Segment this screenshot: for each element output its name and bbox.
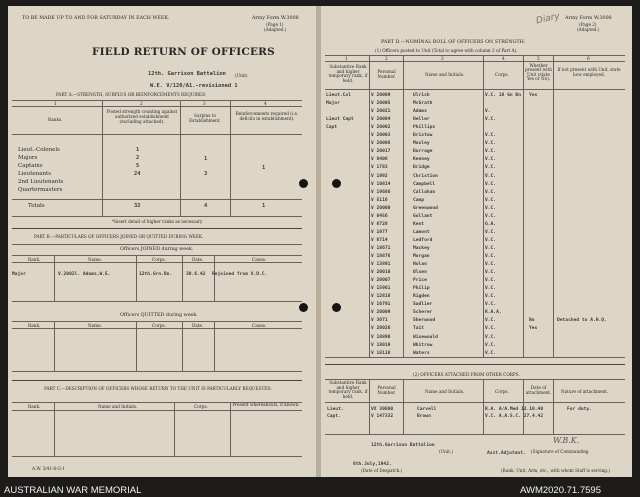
roster-name: Whitrow [413,342,433,348]
roster-corps: V.C. [485,237,497,243]
roster-num: V 20003 [371,133,391,139]
roster-corps: V.C. [485,245,497,251]
roster-num: V 3071 [371,318,388,324]
roster-corps: V.C. [485,197,497,203]
roster-num: V 8406 [371,157,388,163]
col-number-3: 3 [203,101,206,106]
roster-num: V 20002 [371,125,391,131]
roster-corps: V.C. [485,302,497,308]
roster-corps: V.C. [485,326,497,332]
roster-num: V 20010 [371,270,391,276]
header-surplus: Surplus to Establishment. [189,113,221,123]
roster-corps: V.C. [485,165,497,171]
roster-num: V 16791 [371,302,391,308]
attached-heading: (2) OFFICERS ATTACHED FROM OTHER CORPS. [413,372,520,377]
roster-num: V 6728 [371,221,388,227]
joined-corps: 12th.Grn.Bn. [139,272,173,277]
joined-col-corps: Corps. [152,257,166,262]
footer-accession: AWM2020.71.7595 [520,485,601,496]
footer-institution: AUSTRALIAN WAR MEMORIAL [4,485,142,496]
attached-col-rank: Substantive Rank and higher temporary rank, if held. [328,380,368,399]
rank-label: Lieutenants [18,171,52,177]
posted-value: 5 [136,163,140,169]
roster-num: V 1977 [371,229,388,235]
roster-num: V 13891 [371,262,391,268]
roster-num: V 18890 [371,334,391,340]
attached-col-date: Date of attachment. [525,385,552,395]
roster-num: V 20026 [371,326,391,332]
roster-num: V 18671 [371,245,391,251]
attached-col-name: Name and Initials. [425,389,465,394]
date-label: (Date of Despatch.) [361,468,403,473]
attached-name: Carvell [417,407,437,412]
adjutant-typed: Asst.Adjutant. [487,451,526,456]
header-reinforcements: Reinforcements required (i.e. deficits in establishment). [235,111,299,121]
surplus-value: 3 [204,171,208,177]
signature: W.B.K. [553,436,580,445]
roster-num: V 5116 [371,197,388,203]
roster-corps: V.C. [485,213,497,219]
punch-hole [332,303,341,312]
roster-num: V 12816 [371,294,391,300]
punch-hole [299,179,308,188]
attached-col-number: Personal Number. [377,385,396,395]
quitted-col-cause: Cause. [252,323,267,328]
roster-name: Scherer [413,310,433,316]
form-page: (Page 1) [266,22,284,27]
pencil-note: Diary [535,11,561,27]
surplus-value: 1 [204,156,208,162]
roster-corps: V.C. [485,270,497,276]
roster-name: Campbell [413,181,436,187]
roster-name: Lamont [413,229,430,235]
roster-name: Phillips [413,125,436,131]
form-page: (Page 2) [579,22,597,27]
attached-number: V 147332 [371,414,394,419]
roster-corps: V.C. [485,229,497,235]
roster-name: McGrath [413,101,433,107]
roster-corps: V.C. [485,133,497,139]
roster-present: No [529,318,535,324]
roster-name: Waters [413,350,430,356]
quitted-col-name: Name. [88,323,102,328]
col-number-4: 4 [264,101,267,106]
joined-heading: Officers JOINED during week. [120,247,194,252]
rank-label: Quartermasters [18,187,63,193]
rank-label: (Rank, Unit, Arm, etc., with whom Staff is serving.) [501,468,610,473]
roster-corps: V.C. [485,149,497,155]
quitted-col-date: Date. [192,323,204,328]
part-b-heading: PART B.—PARTICULARS OF OFFICERS JOINED OR QUITTED DURING WEEK. [34,234,204,239]
roster-name: Tait [413,326,425,332]
roster-name: Camp [413,197,425,203]
roster-corps: V.C. [485,350,497,356]
roster-num: V 20017 [371,149,391,155]
form-adapted: (Adapted.) [577,27,600,32]
rank-label: Captains [18,163,43,169]
roster-rank: Capt [326,125,338,131]
joined-col-cause: Cause. [252,257,267,262]
unit-typed: 12th.Garrison Battalion [371,443,435,448]
roster-corps: V.C. [485,342,497,348]
roster-corps: V.C. [485,205,497,211]
attached-col-corps: Corps. [495,389,509,394]
roster-name: Adams [413,109,427,115]
roster-num: V 19686 [371,189,391,195]
posted-value: 1 [136,147,140,153]
roster-num: V 1783 [371,165,388,171]
quitted-heading: Officers QUITTED during week. [120,313,198,318]
roster-corps: V.C. [485,334,497,340]
roster-name: Kenney [413,157,430,163]
roster-corps: V.C. [485,189,497,195]
roster-corps: V.C. [485,173,497,179]
top-note: TO BE MADE UP TO AND FOR SATURDAY IN EACH WEEK. [22,16,170,21]
roster-name: Bridge [413,165,430,171]
quitted-col-corps: Corps. [152,323,166,328]
roster-corps: V.C. [485,141,497,147]
roster-corps: V.C. 18 Gn Bn [485,93,521,98]
header-rank: Substantive Rank and higher temporary rank, if held. [328,64,368,83]
roster-num: V 6714 [371,237,388,243]
roster-name: Christion [413,173,438,179]
roster-num: V 20009 [371,310,391,316]
roster-corps: V.C. [485,181,497,187]
part-c-col-rank: Rank. [28,404,41,409]
header-ranks: Ranks. [48,117,63,122]
establishment-typed: W.E. V/120/A1.-revisioned 1 [150,83,238,89]
rank-label: Lieut.-Colonels [18,147,60,153]
unit-label: (Unit) [235,73,248,78]
col-number-3: 3 [441,56,444,61]
col-number-6: 6 [587,56,590,61]
col-number-2: 2 [140,101,143,106]
roster-num: V 20000 [371,205,391,211]
unit-label: (Unit.) [439,449,453,454]
roster-name: Rigden [413,294,430,300]
header-corps: Corps. [495,72,509,77]
roster-num: V 18118 [371,350,391,356]
attached-nature: For duty. [567,407,592,412]
roster-num: V 20009 [371,93,391,98]
roster-num: V 20007 [371,278,391,284]
roster-name: Bristow [413,133,433,139]
punch-hole [299,303,308,312]
establishment-note: *Insert detail of higher ranks as necessary [112,219,203,224]
roster-name: Wisewould [413,334,438,340]
posted-value: 24 [134,171,141,177]
joined-rank: Major [12,272,26,277]
reinforcements-value: 1 [262,165,266,171]
roster-num: V 20005 [371,101,391,107]
attached-corps: V.C. A.A.S.C. 27.4.42 [485,414,544,419]
roster-name: Sherwood [413,318,436,324]
roster-name: Nolan [413,262,427,268]
roster-corps: V.C. [485,157,497,163]
signature-label: (Signature of Commanding [531,449,589,454]
unit-typed: 12th. Garrison Battalion [148,71,226,77]
roster-rank: Major [326,101,340,107]
roster-num: V 1992 [371,173,388,179]
attached-number: VX 30800 [371,407,394,412]
right-page [321,6,632,477]
roster-corps: V.C. [485,262,497,268]
roster-name: Philip [413,286,430,292]
roster-num: V 15961 [371,286,391,292]
rank-label: 2nd Lieutenants [18,179,64,185]
roster-num: V 8456 [371,213,388,219]
roster-rank: Lieut.Col [326,93,351,98]
col-number-5: 5 [537,56,540,61]
posted-value: 2 [136,155,140,161]
total-surplus: 4 [204,203,208,209]
part-c-col-whereabouts: Present whereabouts, if known. [232,402,300,407]
total-reinforcements: 1 [262,203,266,209]
roster-name: Morgan [413,254,430,259]
roster-corps: V.C. [485,286,497,292]
col-number-1: 1 [54,101,57,106]
roster-corps: R.A.A. [485,310,502,316]
joined-cause: Rejoined from V.D.C. [212,272,268,277]
form-adapted: (Adapted.) [264,27,287,32]
roster-present: Yes [529,326,538,332]
part-d-subheading: (1) Officers posted to Unit (Total to agree with column 2 of Part A). [375,48,518,53]
joined-date: 30.6.42 [186,272,206,277]
part-d-heading: PART D.—NOMINAL ROLL OF OFFICERS ON STRENGTH. [381,40,526,45]
joined-col-rank: Rank. [28,257,41,262]
attached-col-nature: Nature of attachment. [561,389,609,394]
roster-num: V 10814 [371,181,391,187]
roster-corps: V.C. [485,318,497,324]
form-number: Army Form W.3008 [565,16,612,21]
roster-num: V 20006 [371,141,391,147]
header-name: Name and Initials. [425,72,465,77]
part-c-col-corps: Corps. [194,404,208,409]
roster-name: Ulrich [413,93,430,98]
total-posted: 32 [134,203,141,209]
header-posted: Posted strength counting against authorized establishment (excluding attached). [106,109,178,124]
roster-present: Yes [529,93,538,98]
form-title: FIELD RETURN OF OFFICERS [92,46,275,58]
joined-col-name: Name. [88,257,102,262]
roster-name: Greenwood [413,205,438,211]
header-number: Personal Number. [377,69,396,79]
roster-name: Price [413,278,427,284]
attached-corps: R.A. A/A.Med 12.10.40 [485,407,544,412]
despatch-date: 6th.July,1942. [353,462,392,467]
roster-rank: Lieut Capt [326,117,354,123]
roster-name: Burrage [413,149,433,155]
roster-name: Gollant [413,213,433,219]
joined-col-date: Date. [192,257,204,262]
col-number-4: 4 [502,56,505,61]
col-number-2: 2 [385,56,388,61]
roster-num: V 18019 [371,342,391,348]
attached-name: Brown [417,414,431,419]
roster-name: Mackey [413,245,430,251]
attached-rank: Capt. [327,414,341,419]
attached-rank: Lieut. [327,407,344,412]
col-number-1: 1 [345,56,348,61]
quitted-col-rank: Rank. [28,323,41,328]
part-c-col-name: Name and Initials. [98,404,138,409]
roster-num: V 20004 [371,117,391,123]
roster-corps: G.A. [485,221,497,227]
totals-label: Totals [28,203,45,209]
part-c-heading: PART C.—DESCRIPTION OF OFFICERS WHOSE RETURN TO THE UNIT IS PARTICULARLY REQUESTED. [44,386,272,391]
rank-label: Majors [18,155,38,161]
left-page [8,6,316,477]
roster-corps: V.C. [485,254,497,259]
roster-name: Kent [413,221,425,227]
roster-name: Olsen [413,270,427,276]
roster-name: Ledford [413,237,433,243]
roster-num: V 18876 [371,254,391,259]
roster-corps: V.C. [485,278,497,284]
roster-note: Detached to A.H.Q. [557,318,607,324]
roster-name: Moxley [413,141,430,147]
printer-mark: A.W. 3/41-8-G-1 [32,466,65,471]
roster-name: Callahan [413,189,436,195]
roster-name: Heller [413,117,430,123]
roster-name: Sadlier [413,302,433,308]
roster-corps: V.C. [485,117,497,123]
part-a-heading: PART A.—STRENGTH, SURPLUS OR REINFORCEMENTS REQUIRED [56,92,206,97]
roster-num: V 20021 [371,109,391,115]
roster-corps: V. [485,109,491,115]
form-number: Army Form W.3008 [252,16,299,21]
punch-hole [332,179,341,188]
joined-name: V.2002l. Adams,W.E. [58,272,111,277]
roster-corps: V.C. [485,294,497,300]
header-employed: If not present with Unit, state how employed. [557,67,621,77]
header-present: Whether present with Unit (state Yes or No). [525,63,552,81]
